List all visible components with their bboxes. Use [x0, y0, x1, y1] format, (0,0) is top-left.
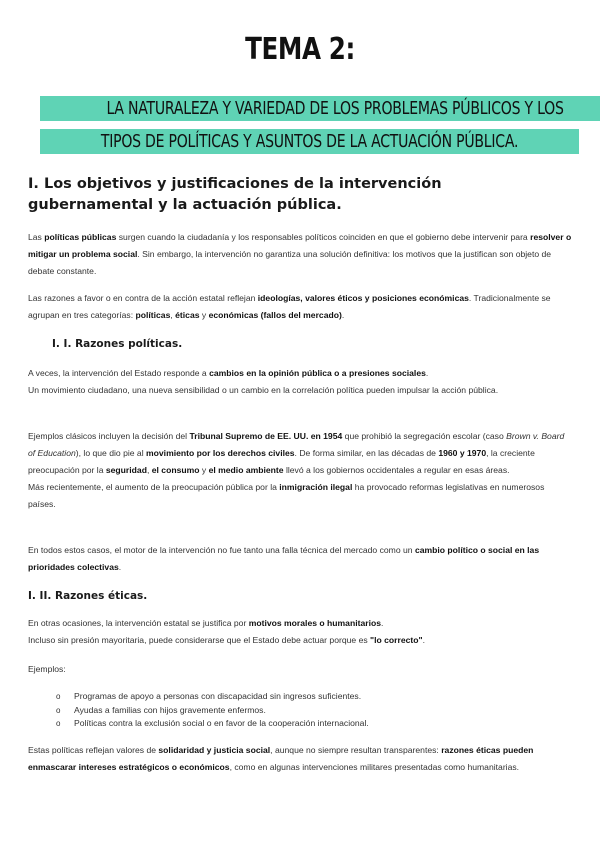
bold-text: ideologías, valores éticos y posiciones económicas — [257, 293, 469, 303]
text: Ejemplos clásicos incluyen la decisión del — [28, 431, 190, 441]
text: . — [422, 635, 425, 645]
subtitle-highlight-1 — [40, 96, 600, 121]
text: En todos estos casos, el motor de la intervención no fue tanto una falla técnica del mercado como un — [28, 545, 415, 555]
text: . — [118, 562, 122, 572]
examples-label: Ejemplos: — [28, 664, 66, 674]
subsection-1-paragraph-3 — [28, 542, 573, 576]
bold-text: Tribunal Supremo de EE. UU. en 1954 — [189, 431, 343, 441]
bold-text: cambios en la opinión pública o a presiones sociales — [209, 368, 426, 378]
text: . De forma similar, en las décadas de — [294, 448, 439, 458]
bullet-circle-icon: o — [56, 705, 61, 715]
text: Incluso sin presión mayoritaria, puede considerarse que el Estado debe actuar porque es — [28, 635, 371, 645]
italic-text: Brown v. Board of Education — [28, 431, 565, 458]
subtitle-line-2: TIPOS DE POLÍTICAS Y ASUNTOS DE LA ACTUACIÓN PÚBLICA. — [100, 131, 519, 152]
list-item — [56, 717, 556, 731]
page-title: TEMA 2: — [245, 32, 355, 67]
text: . — [425, 368, 429, 378]
text: , como en algunas intervenciones militares presentadas como humanitarias. — [229, 762, 520, 772]
text: Estas políticas reflejan valores de — [28, 745, 159, 755]
text: que prohibió la segregación escolar (caso — [342, 431, 507, 441]
text: ), lo que dio pie al — [75, 448, 147, 458]
text: y — [199, 310, 209, 320]
text: Más recientemente, el aumento de la preocupación pública por la — [28, 482, 280, 492]
bold-text: el consumo — [151, 465, 200, 475]
bold-text: 1960 y 1970 — [438, 448, 487, 458]
section-1-paragraph-1 — [28, 229, 573, 280]
list-item-text: Ayudas a familias con hijos gravemente enfermos. — [74, 704, 266, 715]
subtitle-highlight-2 — [40, 129, 579, 154]
list-item-text: Políticas contra la exclusión social o en favor de la cooperación internacional. — [74, 718, 369, 728]
bold-text: razones éticas pueden enmascarar intereses estratégicos o económicos — [28, 745, 534, 772]
bold-text: movimiento por los derechos civiles — [146, 448, 295, 458]
subsection-2-paragraph-1 — [28, 615, 573, 649]
text: . — [380, 618, 384, 628]
text: , — [170, 310, 176, 320]
subsection-2-heading: I. II. Razones éticas. — [28, 590, 148, 602]
subsection-1-heading: I. I. Razones políticas. — [52, 338, 183, 350]
subtitle-line-1: LA NATURALEZA Y VARIEDAD DE LOS PROBLEMAS PÚBLICOS Y LOS — [106, 98, 564, 119]
bullet-circle-icon: o — [56, 719, 61, 728]
bullet-circle-icon: o — [56, 692, 61, 701]
subsection-1-paragraph-2 — [28, 428, 573, 513]
bold-text: solidaridad y justicia social — [158, 745, 271, 755]
text: En otras ocasiones, la intervención estatal se justifica por — [28, 618, 249, 628]
text: A veces, la intervención del Estado responde a — [28, 368, 210, 378]
subsection-2-paragraph-2 — [28, 742, 573, 776]
text: . Tradicionalmente se agrupan en tres categorías: — [28, 293, 551, 320]
section-1-paragraph-2 — [28, 290, 573, 324]
text: Un movimiento ciudadano, una nueva sensibilidad o un cambio en la correlación política pueden impulsar la acción pública. — [28, 385, 499, 395]
text: Las — [28, 232, 45, 242]
text: , aunque no siempre resultan transparentes: — [270, 745, 442, 755]
text: , — [146, 465, 152, 475]
list-item — [56, 690, 556, 704]
list-item-text: Programas de apoyo a personas con discapacidad sin ingresos suficientes. — [74, 691, 362, 701]
text: surgen cuando la ciudadanía y los responsables políticos coinciden en que el gobierno debe intervenir para — [116, 232, 531, 242]
bold-text: seguridad — [105, 465, 147, 475]
text: y — [199, 465, 209, 475]
bold-text: resolver o mitigar un problema social — [28, 232, 572, 259]
bold-text: cambio político o social en las prioridades colectivas — [28, 545, 540, 572]
text: Las razones a favor o en contra de la acción estatal reflejan — [28, 293, 258, 303]
text: , la creciente preocupación por la — [28, 448, 535, 475]
list-item — [56, 704, 556, 718]
subsection-1-paragraph-1 — [28, 365, 573, 399]
bold-text: políticas públicas — [44, 232, 117, 242]
section-1-heading: I. Los objetivos y justificaciones de la intervención gubernamental y la actuación pública. — [28, 176, 442, 213]
bold-text: éticas — [175, 310, 200, 320]
bold-text: motivos morales o humanitarios — [248, 618, 381, 628]
bold-text: el medio ambiente — [208, 465, 284, 475]
text: . — [341, 310, 345, 320]
page-subtitle — [40, 92, 564, 158]
text: ha provocado reformas legislativas en numerosos países. — [28, 482, 545, 509]
text: . Sin embargo, la intervención no garantiza una solución definitiva: los motivos que la justifican son objeto de debate constante. — [28, 249, 552, 276]
text: llevó a los gobiernos occidentales a regular en esas áreas. — [283, 465, 510, 475]
examples-list — [56, 690, 556, 731]
bold-text: políticas — [135, 310, 171, 320]
bold-text: inmigración ilegal — [279, 482, 353, 492]
bold-text: "lo correcto" — [370, 635, 423, 645]
bold-text: económicas (fallos del mercado) — [208, 310, 342, 320]
